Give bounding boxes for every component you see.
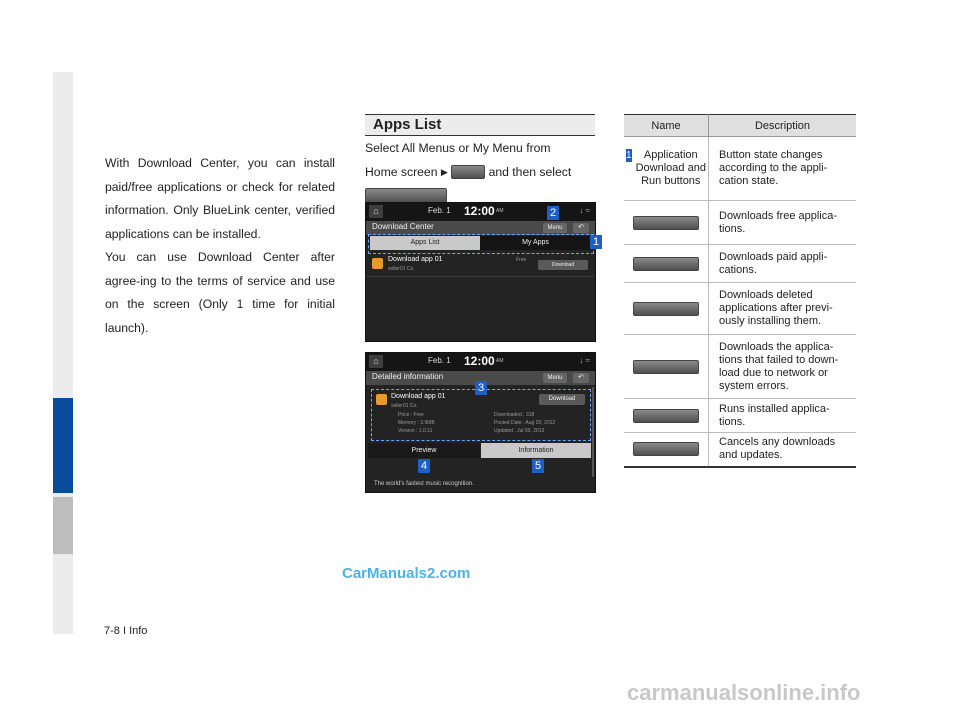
menu-button[interactable]: Menu — [543, 373, 567, 383]
chapter-tab — [53, 497, 73, 554]
download-button[interactable]: Download — [539, 394, 585, 405]
row-name: Application Download and Run buttons — [635, 149, 706, 187]
tab-preview[interactable]: Preview — [368, 443, 480, 458]
table-row — [624, 137, 856, 201]
table-row — [624, 335, 856, 399]
app-icon — [372, 258, 383, 269]
table-header-row — [624, 115, 856, 137]
row-description: Runs installed applica-tions. — [709, 399, 857, 433]
date-label: Feb. 1 — [428, 206, 451, 215]
app-seller: seller01 Co. — [391, 403, 418, 409]
table-row — [624, 201, 856, 245]
app-name: Download app 01 — [388, 256, 443, 263]
row-description: Downloads the applica-tions that failed to down-load due to network or system errors. — [709, 335, 857, 399]
info-updated: Updated : Jul 09, 2013 — [494, 428, 545, 434]
button-description-table — [624, 114, 856, 468]
clock-label: 12:00 — [464, 204, 495, 218]
download-center-screen — [365, 202, 596, 342]
app-seller: seller01 Co. — [388, 266, 415, 272]
header-bar — [366, 221, 595, 235]
highlight-tabs — [368, 234, 594, 254]
ampm-label: AM — [496, 208, 504, 214]
instruction-line-1: Select All Menus or My Menu from — [365, 141, 551, 155]
app-icon — [376, 394, 387, 405]
menu-button[interactable]: Menu — [543, 223, 567, 233]
status-bar — [366, 203, 595, 221]
table-row — [624, 399, 856, 433]
row-description: Cancels any downloads and updates. — [709, 433, 857, 467]
button-image — [633, 257, 699, 271]
info-version: Version : 1.0.11 — [398, 428, 433, 434]
callout-badge-2: 2 — [547, 206, 559, 220]
tab-apps-list[interactable]: Apps List — [370, 236, 480, 250]
instruction-text — [365, 137, 605, 208]
callout-badge-4: 4 — [418, 459, 430, 473]
callout-badge-1: 1 — [590, 235, 602, 249]
button-image — [633, 409, 699, 423]
app-description: The world's fastest music recognition. — [374, 481, 474, 487]
back-icon[interactable]: ↶ — [573, 223, 589, 233]
column-header-description: Description — [709, 115, 857, 137]
download-button[interactable]: Download — [538, 260, 588, 270]
intro-paragraph-2: You can use Download Center after agree-ing to the terms of service and use on the screen (Only 1 time for initial launch). — [105, 250, 335, 335]
intro-text — [105, 152, 335, 340]
ampm-label: AM — [496, 358, 504, 364]
all-menus-button-image — [451, 165, 485, 179]
name-cell — [624, 245, 709, 283]
chapter-tab-active — [53, 398, 73, 493]
row-description: Button state changes according to the appli-cation state. — [709, 137, 857, 201]
play-arrow-icon: ▶ — [440, 166, 448, 177]
button-image — [633, 360, 699, 374]
name-cell — [624, 399, 709, 433]
list-item[interactable] — [366, 254, 595, 277]
row-description: Downloads paid appli-cations. — [709, 245, 857, 283]
info-posted-date: Posted Date : Aug 20, 2012 — [494, 420, 556, 426]
callout-badge-1: 1 — [626, 150, 632, 161]
header-title: Detailed information — [372, 372, 444, 381]
name-cell — [624, 335, 709, 399]
button-image — [633, 216, 699, 230]
clock-label: 12:00 — [464, 354, 495, 368]
intro-paragraph-1: With Download Center, you can install paid/free applications or check for related information. Only BlueLink center, verified applications can be installed. — [105, 156, 335, 241]
table-row — [624, 283, 856, 335]
callout-badge-3: 3 — [475, 381, 487, 395]
name-cell — [624, 137, 709, 201]
section-title: Apps List — [373, 116, 442, 133]
tab-my-apps[interactable]: My Apps — [480, 236, 591, 250]
back-icon[interactable]: ↶ — [573, 373, 589, 383]
watermark-carmanuals2[interactable]: CarManuals2.com — [342, 565, 471, 582]
row-description: Downloads free applica-tions. — [709, 201, 857, 245]
status-bar — [366, 353, 595, 371]
table-row — [624, 433, 856, 467]
app-price: Free — [516, 257, 527, 263]
home-icon[interactable]: ⌂ — [369, 355, 383, 368]
name-cell — [624, 433, 709, 467]
signal-icon: ↓ ≈ — [579, 356, 590, 365]
name-cell — [624, 283, 709, 335]
button-image — [633, 442, 699, 456]
instruction-line-3: and then select — [488, 164, 572, 179]
instruction-line-2: Home screen — [365, 164, 438, 179]
table-row — [624, 245, 856, 283]
info-memory: Memory : 3.9MB — [398, 420, 435, 426]
scrollbar[interactable] — [592, 387, 594, 477]
info-price: Price : Free — [398, 412, 424, 418]
watermark-carmanualsonline[interactable]: carmanualsonline.info — [627, 680, 861, 705]
name-cell — [624, 201, 709, 245]
info-downloaded: Downloaded : 318 — [494, 412, 535, 418]
page-number: 7-8 I Info — [104, 625, 148, 637]
button-image — [633, 302, 699, 316]
app-name: Download app 01 — [391, 393, 446, 400]
date-label: Feb. 1 — [428, 356, 451, 365]
header-title: Download Center — [372, 222, 434, 231]
tab-information[interactable]: Information — [481, 443, 591, 458]
signal-icon: ↓ ≈ — [579, 206, 590, 215]
row-description: Downloads deleted applications after previ-ously installing them. — [709, 283, 857, 335]
home-icon[interactable]: ⌂ — [369, 205, 383, 218]
column-header-name: Name — [624, 115, 709, 137]
callout-badge-5: 5 — [532, 459, 544, 473]
detailed-information-screen — [365, 352, 596, 493]
section-title-bar — [365, 114, 595, 136]
